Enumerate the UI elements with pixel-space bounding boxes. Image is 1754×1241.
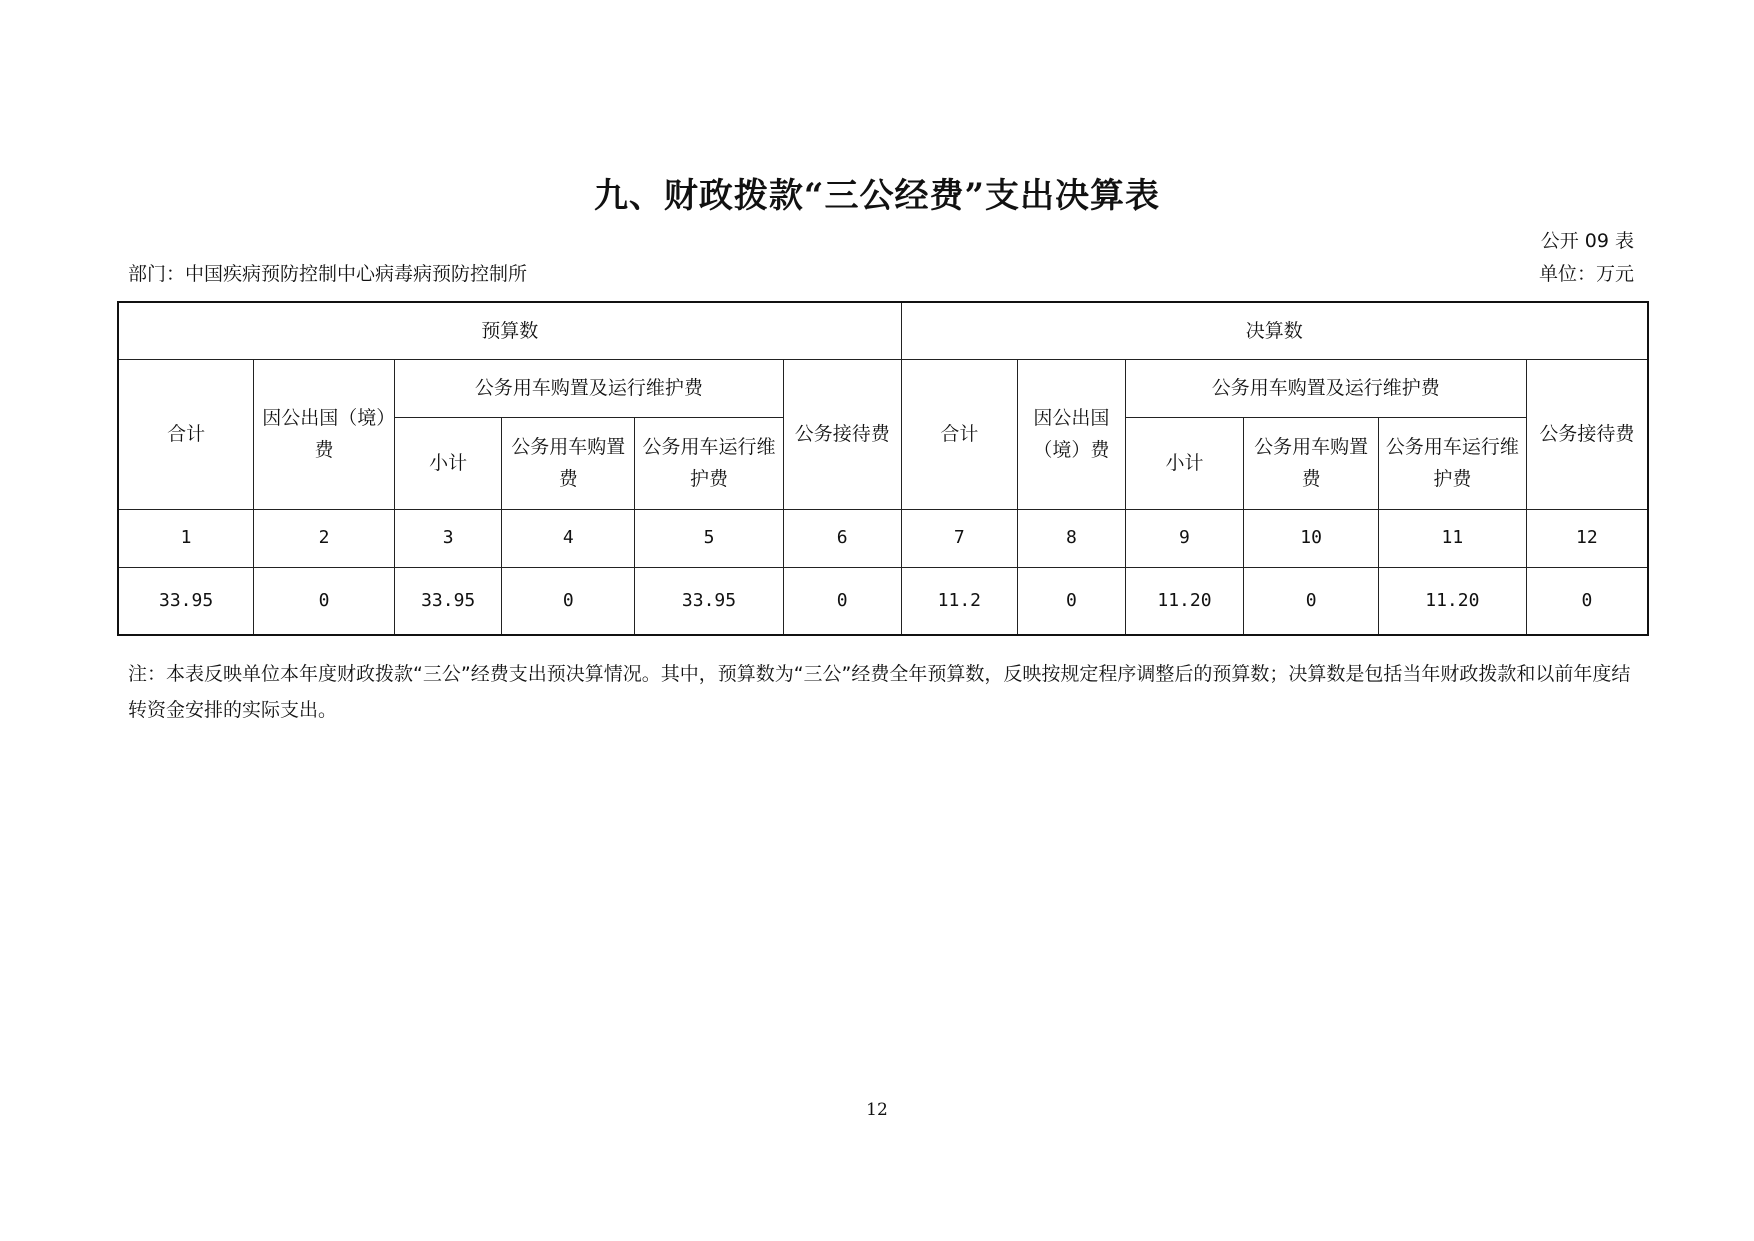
column-number: 4 [502, 509, 635, 567]
column-number: 12 [1526, 509, 1648, 567]
final-vehicle-purchase-header: 公务用车购置费 [1244, 417, 1379, 509]
final-reception-header: 公务接待费 [1526, 359, 1648, 509]
budget-vehicle-operation-header: 公务用车运行维护费 [635, 417, 784, 509]
final-vehicle-purchase-value: 0 [1244, 567, 1379, 635]
budget-group-header: 预算数 [118, 302, 901, 359]
final-total-header: 合计 [901, 359, 1018, 509]
final-vehicle-operation-header: 公务用车运行维护费 [1378, 417, 1526, 509]
page-number: 12 [866, 1100, 888, 1120]
column-number: 8 [1018, 509, 1126, 567]
budget-vehicle-purchase-value: 0 [502, 567, 635, 635]
column-number: 5 [635, 509, 784, 567]
budget-vehicle-operation-value: 33.95 [635, 567, 784, 635]
form-code: 公开 09 表 [1540, 230, 1634, 252]
column-number: 1 [118, 509, 254, 567]
column-number: 6 [783, 509, 901, 567]
final-overseas-header: 因公出国（境）费 [1018, 359, 1126, 509]
budget-subtotal-value: 33.95 [394, 567, 502, 635]
final-subtotal-header: 小计 [1125, 417, 1244, 509]
budget-subtotal-header: 小计 [394, 417, 502, 509]
page-title: 九、财政拨款“三公经费”支出决算表 [593, 176, 1161, 216]
column-number: 3 [394, 509, 502, 567]
value-row [118, 567, 1648, 635]
final-vehicle-group-header: 公务用车购置及运行维护费 [1125, 359, 1526, 417]
footnote: 注：本表反映单位本年度财政拨款“三公”经费支出预决算情况。其中，预算数为“三公”经费全年预算数，反映按规定程序调整后的预算数；决算数是包括当年财政拨款和以前年度结转资金安排的实际支出。 [128, 663, 1631, 721]
budget-overseas-header: 因公出国（境）费 [254, 359, 395, 509]
column-number: 7 [901, 509, 1018, 567]
column-number: 10 [1244, 509, 1379, 567]
group-header-row [118, 302, 1648, 359]
budget-vehicle-group-header: 公务用车购置及运行维护费 [394, 359, 783, 417]
final-group-header: 决算数 [901, 302, 1648, 359]
unit-label: 单位：万元 [1538, 263, 1634, 285]
column-number-row [118, 509, 1648, 567]
final-total-value: 11.2 [901, 567, 1018, 635]
final-subtotal-value: 11.20 [1125, 567, 1244, 635]
column-number: 2 [254, 509, 395, 567]
column-header-row-1 [118, 359, 1648, 417]
budget-reception-header: 公务接待费 [783, 359, 901, 509]
column-number: 11 [1378, 509, 1526, 567]
budget-total-value: 33.95 [118, 567, 254, 635]
budget-vehicle-purchase-header: 公务用车购置费 [502, 417, 635, 509]
budget-overseas-value: 0 [254, 567, 395, 635]
final-overseas-value: 0 [1018, 567, 1126, 635]
budget-reception-value: 0 [783, 567, 901, 635]
budget-total-header: 合计 [118, 359, 254, 509]
final-reception-value: 0 [1526, 567, 1648, 635]
three-public-expenses-table [117, 301, 1649, 636]
column-number: 9 [1125, 509, 1244, 567]
final-vehicle-operation-value: 11.20 [1378, 567, 1526, 635]
department-label: 部门：中国疾病预防控制中心病毒病预防控制所 [128, 263, 528, 285]
